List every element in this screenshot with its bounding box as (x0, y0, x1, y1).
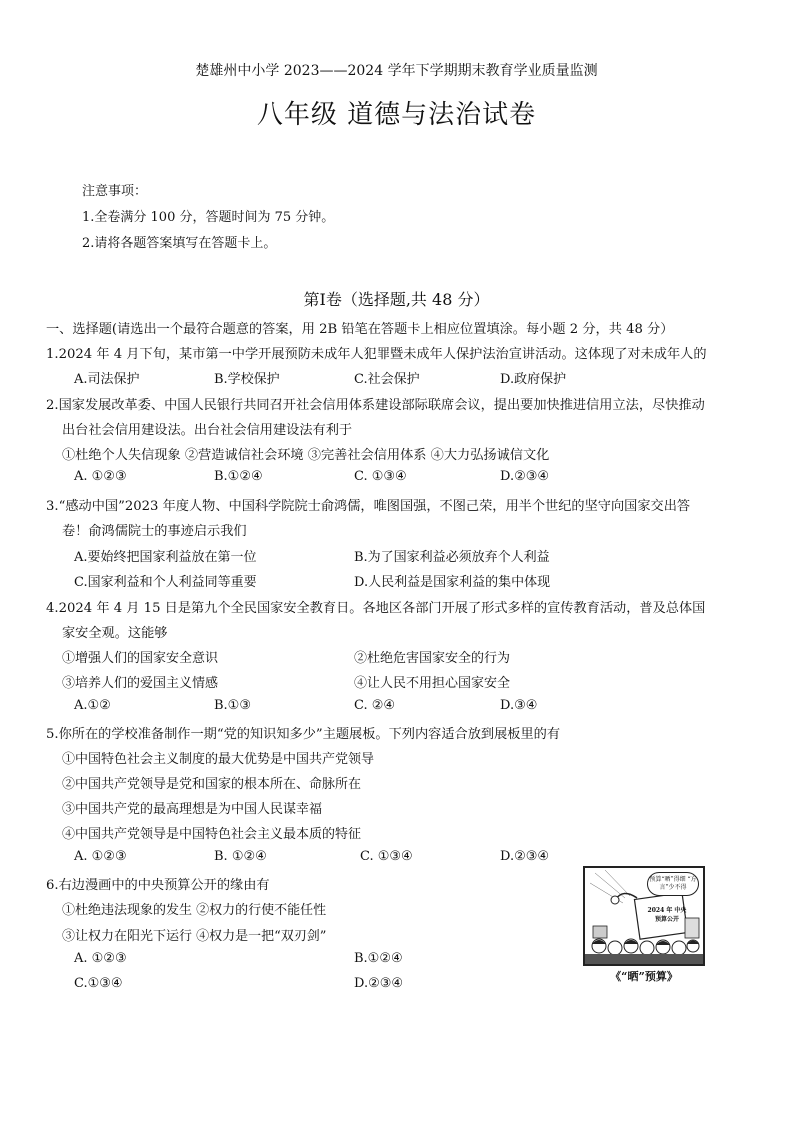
q6-statements-1: ①杜绝违法现象的发生 ②权力的行使不能任性 (62, 903, 327, 918)
notice-heading: 注意事项： (82, 184, 148, 199)
q3-option-d: D.人民利益是国家利益的集中体现 (354, 575, 551, 590)
q6-option-d: D.②③④ (354, 976, 404, 991)
q2-option-d: D.②③④ (500, 469, 550, 484)
q4-stem-line2: 家安全观。这能够 (62, 626, 168, 641)
q2-option-c: C. ①③④ (354, 469, 407, 484)
q5-statement-3: ③中国共产党的最高理想是为中国人民谋幸福 (62, 802, 323, 817)
q3-option-a: A.要始终把国家利益放在第一位 (74, 550, 257, 565)
notice-item-2: 2.请将各题答案填写在答题卡上。 (82, 236, 277, 251)
q1-option-a: A.司法保护 (74, 372, 140, 387)
section-instruction: 一、选择题(请选出一个最符合题意的答案，用 2B 铅笔在答题卡上相应位置填涂。每小题 2 分，共 48 分） (46, 322, 674, 337)
q1-stem: 1.2024 年 4 月下旬，某市第一中学开展预防未成年人犯罪暨未成年人保护法治宣讲活动。这体现了对未成年人的 (46, 347, 707, 362)
q5-stem: 5.你所在的学校准备制作一期“党的知识知多少”主题展板。下列内容适合放到展板里的有 (46, 727, 560, 742)
comic-speech-bubble: 预算“晒”得细 “方言”少不得 (647, 872, 699, 896)
q5-option-a: A. ①②③ (74, 849, 127, 864)
q2-stem-line2: 出台社会信用建设法。出台社会信用建设法有利于 (62, 423, 353, 438)
q5-option-c: C. ①③④ (360, 849, 413, 864)
q2-statements: ①杜绝个人失信现象 ②营造诚信社会环境 ③完善社会信用体系 ④大力弘扬诚信文化 (62, 448, 550, 463)
comic-caption: 《“晒”预算》 (610, 970, 678, 983)
notice-item-1: 1.全卷满分 100 分，答题时间为 75 分钟。 (82, 210, 335, 225)
q6-option-b: B.①②④ (354, 951, 403, 966)
q5-statement-1: ①中国特色社会主义制度的最大优势是中国共产党领导 (62, 752, 375, 767)
q3-option-c: C.国家利益和个人利益同等重要 (74, 575, 257, 590)
q4-statement-2: ②杜绝危害国家安全的行为 (354, 651, 511, 666)
q1-option-b: B.学校保护 (214, 372, 280, 387)
q6-option-a: A. ①②③ (74, 951, 127, 966)
budget-comic-image (583, 866, 705, 966)
q4-statement-3: ③培养人们的爱国主义情感 (62, 676, 219, 691)
q2-option-a: A. ①②③ (74, 469, 127, 484)
q4-option-c: C. ②④ (354, 698, 396, 713)
q5-statement-2: ②中国共产党领导是党和国家的根本所在、命脉所在 (62, 777, 362, 792)
q6-stem: 6.右边漫画中的中央预算公开的缘由有 (46, 878, 270, 893)
q2-stem-line1: 2.国家发展改革委、中国人民银行共同召开社会信用体系建设部际联席会议，提出要加快推进信用立法，尽快推动 (46, 398, 705, 413)
q4-stem-line1: 4.2024 年 4 月 15 日是第九个全民国家安全教育日。各地区各部门开展了形式多样的宣传教育活动，普及总体国 (46, 601, 706, 616)
q3-stem-line1: 3.“感动中国”2023 年度人物、中国科学院院士俞鸿儒，唯图国强，不图己荣，用半个世纪的坚守向国家交出答 (46, 499, 691, 514)
q4-statement-4: ④让人民不用担心国家安全 (354, 676, 511, 691)
exam-subtitle: 楚雄州中小学 2023——2024 学年下学期期末教育学业质量监测 (195, 63, 598, 79)
q6-statements-2: ③让权力在阳光下运行 ④权力是一把“双刃剑” (62, 929, 327, 944)
q4-option-a: A.①② (74, 698, 111, 713)
q3-stem-line2: 卷！俞鸿儒院士的事迹启示我们 (62, 524, 247, 539)
q1-option-d: D.政府保护 (500, 372, 567, 387)
q4-option-b: B.①③ (214, 698, 251, 713)
q4-option-d: D.③④ (500, 698, 538, 713)
section-title: 第Ⅰ卷（选择题,共 48 分） (303, 290, 490, 309)
q4-statement-1: ①增强人们的国家安全意识 (62, 651, 219, 666)
q5-statement-4: ④中国共产党领导是中国特色社会主义最本质的特征 (62, 827, 362, 842)
q6-option-c: C.①③④ (74, 976, 123, 991)
q3-option-b: B.为了国家利益必须放弃个人利益 (354, 550, 550, 565)
q5-option-b: B. ①②④ (214, 849, 267, 864)
exam-title: 八年级 道德与法治试卷 (256, 100, 537, 130)
q2-option-b: B.①②④ (214, 469, 263, 484)
comic-document-text: 2024 年 中央预算公开 (647, 907, 687, 923)
q1-option-c: C.社会保护 (354, 372, 420, 387)
q5-option-d: D.②③④ (500, 849, 550, 864)
